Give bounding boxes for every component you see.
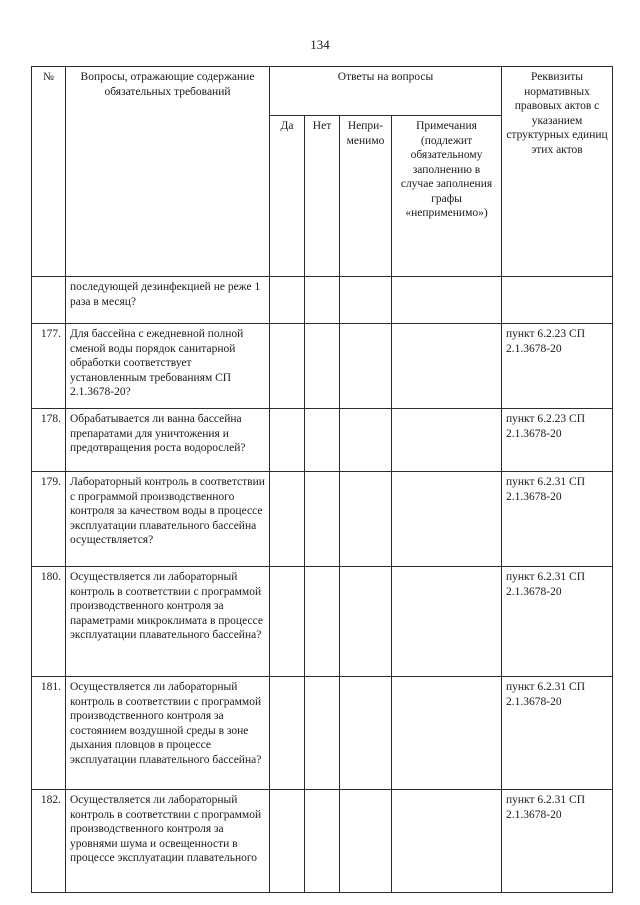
answer-na-cell[interactable]: [340, 409, 392, 472]
answer-yes-cell[interactable]: [270, 677, 305, 790]
row-number: 177.: [32, 324, 66, 409]
page-number: 134: [310, 37, 330, 52]
row-question: Осуществляется ли лабораторный контроль в соответствии с программой производственного контроля за уровнями шума и освещенности в процессе эксплуатации плавательного: [66, 790, 270, 893]
notes-cell[interactable]: [392, 677, 502, 790]
header-notes: Примечания (подлежит обязательному заполнению в случае заполнения графы «неприменимо»): [392, 116, 502, 277]
notes-cell[interactable]: [392, 567, 502, 677]
table-row: [32, 324, 613, 409]
header-question: Вопросы, отражающие содержание обязательных требований: [66, 67, 270, 277]
answer-no-cell[interactable]: [305, 790, 340, 893]
answer-yes-cell[interactable]: [270, 277, 305, 324]
header-yes: Да: [270, 116, 305, 277]
answer-na-cell[interactable]: [340, 677, 392, 790]
row-requisites: [502, 277, 613, 324]
row-number: [32, 277, 66, 324]
answer-yes-cell[interactable]: [270, 790, 305, 893]
row-requisites: пункт 6.2.23 СП 2.1.3678-20: [502, 409, 613, 472]
answer-yes-cell[interactable]: [270, 409, 305, 472]
answer-no-cell[interactable]: [305, 472, 340, 567]
answer-na-cell[interactable]: [340, 790, 392, 893]
answer-yes-cell[interactable]: [270, 324, 305, 409]
header-answers: Ответы на вопросы: [270, 67, 502, 116]
row-number: 178.: [32, 409, 66, 472]
answer-no-cell[interactable]: [305, 677, 340, 790]
row-requisites: пункт 6.2.31 СП 2.1.3678-20: [502, 677, 613, 790]
row-question: Обрабатывается ли ванна бассейна препаратами для уничтожения и предотвращения роста водорослей?: [66, 409, 270, 472]
row-number: 182.: [32, 790, 66, 893]
answer-yes-cell[interactable]: [270, 567, 305, 677]
answer-na-cell[interactable]: [340, 472, 392, 567]
header-requisites: Реквизиты нормативных правовых актов с указанием структурных единиц этих актов: [502, 67, 613, 277]
answer-no-cell[interactable]: [305, 324, 340, 409]
row-requisites: пункт 6.2.31 СП 2.1.3678-20: [502, 567, 613, 677]
row-number: 181.: [32, 677, 66, 790]
checklist-table: [31, 66, 613, 893]
table-row: [32, 472, 613, 567]
answer-no-cell[interactable]: [305, 277, 340, 324]
notes-cell[interactable]: [392, 324, 502, 409]
row-question: Осуществляется ли лабораторный контроль в соответствии с программой производственного контроля за состоянием воздушной среды в зоне дыхания пловцов в процессе эксплуатации плавательного бассейна?: [66, 677, 270, 790]
notes-cell[interactable]: [392, 472, 502, 567]
answer-na-cell[interactable]: [340, 277, 392, 324]
row-requisites: пункт 6.2.31 СП 2.1.3678-20: [502, 790, 613, 893]
notes-cell[interactable]: [392, 409, 502, 472]
answer-no-cell[interactable]: [305, 567, 340, 677]
answer-na-cell[interactable]: [340, 567, 392, 677]
answer-no-cell[interactable]: [305, 409, 340, 472]
answer-na-cell[interactable]: [340, 324, 392, 409]
row-question: Для бассейна с ежедневной полной сменой воды порядок санитарной обработки соответствует установленным требованиям СП 2.1.3678-20?: [66, 324, 270, 409]
table-row: [32, 790, 613, 893]
header-num: №: [32, 67, 66, 277]
table-row: [32, 277, 613, 324]
row-question: Осуществляется ли лабораторный контроль в соответствии с программой производственного контроля за параметрами микроклимата в процессе эксплуатации плавательного бассейна?: [66, 567, 270, 677]
row-number: 179.: [32, 472, 66, 567]
row-question: Лабораторный контроль в соответствии с программой производственного контроля за качеством воды в процессе эксплуатации плавательного бассейна осуществляется?: [66, 472, 270, 567]
table-row: [32, 567, 613, 677]
row-number: 180.: [32, 567, 66, 677]
notes-cell[interactable]: [392, 790, 502, 893]
table-row: [32, 409, 613, 472]
header-no: Нет: [305, 116, 340, 277]
table-row: [32, 677, 613, 790]
row-question: последующей дезинфекцией не реже 1 раза в месяц?: [66, 277, 270, 324]
header-row-top: [32, 67, 613, 116]
row-requisites: пункт 6.2.31 СП 2.1.3678-20: [502, 472, 613, 567]
header-not-applicable: Непри-менимо: [340, 116, 392, 277]
row-requisites: пункт 6.2.23 СП 2.1.3678-20: [502, 324, 613, 409]
notes-cell[interactable]: [392, 277, 502, 324]
answer-yes-cell[interactable]: [270, 472, 305, 567]
